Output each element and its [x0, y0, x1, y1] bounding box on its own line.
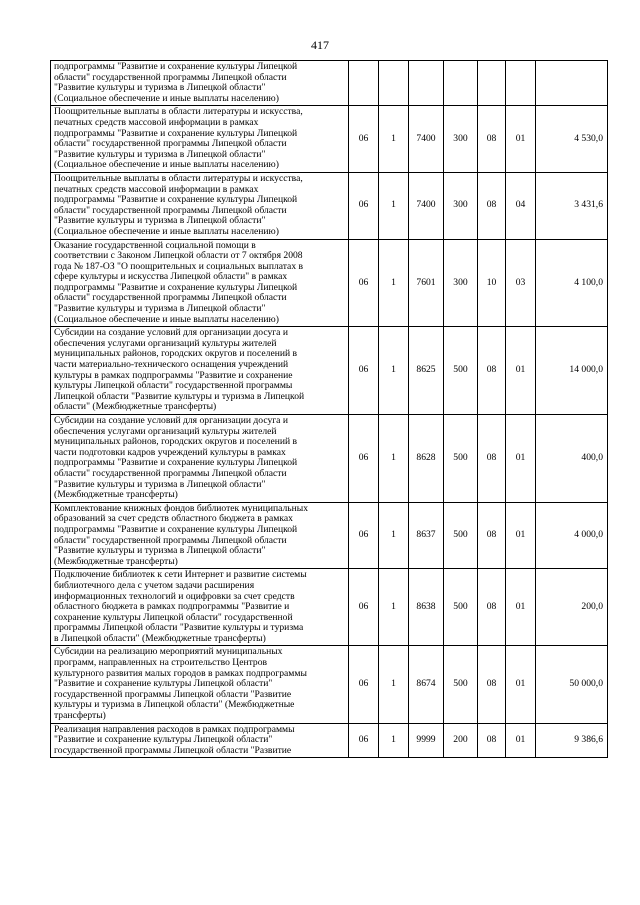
program-code-cell: 06	[349, 569, 379, 646]
table-row	[51, 106, 608, 173]
subprogram-code-cell: 1	[379, 239, 409, 327]
section-cell: 08	[478, 502, 506, 569]
subprogram-code-cell: 1	[379, 723, 409, 758]
table-row	[51, 61, 608, 106]
table-row	[51, 646, 608, 723]
table-row	[51, 327, 608, 415]
description-cell: Субсидии на реализацию мероприятий муниципальных программ, направленных на строительство Центров культурного развития малых городов в рамках подпрограммы "Развитие и сохранение культуры Липецкой области" государственной программы Липецкой области "Развитие культуры и туризма в Липецкой области" (Межбюджетные трансферты)	[51, 646, 349, 723]
program-code-cell: 06	[349, 327, 379, 415]
amount-cell: 9 386,6	[536, 723, 608, 758]
subsection-cell: 01	[506, 327, 536, 415]
table-row	[51, 502, 608, 569]
subsection-cell: 01	[506, 646, 536, 723]
amount-cell: 4 000,0	[536, 502, 608, 569]
subsection-cell: 01	[506, 569, 536, 646]
section-cell	[478, 61, 506, 106]
section-cell: 10	[478, 239, 506, 327]
section-cell: 08	[478, 172, 506, 239]
subprogram-code-cell: 1	[379, 646, 409, 723]
expense-type-cell: 500	[444, 415, 478, 503]
expense-type-cell	[444, 61, 478, 106]
subsection-cell	[506, 61, 536, 106]
amount-cell: 50 000,0	[536, 646, 608, 723]
program-code-cell: 06	[349, 502, 379, 569]
expense-type-cell: 300	[444, 106, 478, 173]
expense-type-cell: 500	[444, 327, 478, 415]
section-cell: 08	[478, 646, 506, 723]
amount-cell: 400,0	[536, 415, 608, 503]
description-cell: Подключение библиотек к сети Интернет и развитие системы библиотечного дела с учетом задачи расширения информационных технологий и оцифровки за счет средств областного бюджета в рамках подпрограммы "Развитие и сохранение культуры Липецкой области" государственной программы Липецкой области "Развитие культуры и туризма в Липецкой области" (Межбюджетные трансферты)	[51, 569, 349, 646]
direction-code-cell: 8628	[409, 415, 444, 503]
expense-type-cell: 200	[444, 723, 478, 758]
budget-table	[50, 60, 608, 758]
program-code-cell: 06	[349, 239, 379, 327]
expense-type-cell: 500	[444, 646, 478, 723]
subsection-cell: 03	[506, 239, 536, 327]
subprogram-code-cell: 1	[379, 569, 409, 646]
direction-code-cell	[409, 61, 444, 106]
subsection-cell: 01	[506, 415, 536, 503]
direction-code-cell: 8637	[409, 502, 444, 569]
direction-code-cell: 7400	[409, 172, 444, 239]
description-cell: подпрограммы "Развитие и сохранение культуры Липецкой области" государственной программы Липецкой области "Развитие культуры и туризма в Липецкой области" (Социальное обеспечение и иные выплаты населению)	[51, 61, 349, 106]
amount-cell: 3 431,6	[536, 172, 608, 239]
subsection-cell: 01	[506, 106, 536, 173]
section-cell: 08	[478, 415, 506, 503]
subsection-cell: 04	[506, 172, 536, 239]
program-code-cell: 06	[349, 106, 379, 173]
amount-cell	[536, 61, 608, 106]
section-cell: 08	[478, 569, 506, 646]
expense-type-cell: 500	[444, 502, 478, 569]
direction-code-cell: 9999	[409, 723, 444, 758]
amount-cell: 14 000,0	[536, 327, 608, 415]
subprogram-code-cell: 1	[379, 502, 409, 569]
page-number: 417	[311, 38, 329, 52]
description-cell: Поощрительные выплаты в области литературы и искусства, печатных средств массовой информации в рамках подпрограммы "Развитие и сохранение культуры Липецкой области" государственной программы Липецкой области "Развитие культуры и туризма в Липецкой области" (Социальное обеспечение и иные выплаты населению)	[51, 106, 349, 173]
table-row	[51, 723, 608, 758]
direction-code-cell: 7601	[409, 239, 444, 327]
subprogram-code-cell: 1	[379, 172, 409, 239]
direction-code-cell: 7400	[409, 106, 444, 173]
program-code-cell: 06	[349, 723, 379, 758]
subprogram-code-cell: 1	[379, 415, 409, 503]
expense-type-cell: 300	[444, 172, 478, 239]
table-body	[51, 61, 608, 758]
subprogram-code-cell	[379, 61, 409, 106]
amount-cell: 200,0	[536, 569, 608, 646]
section-cell: 08	[478, 106, 506, 173]
direction-code-cell: 8638	[409, 569, 444, 646]
program-code-cell: 06	[349, 415, 379, 503]
subsection-cell: 01	[506, 723, 536, 758]
table-row	[51, 239, 608, 327]
table-row	[51, 569, 608, 646]
description-cell: Комплектование книжных фондов библиотек муниципальных образований за счет средств областного бюджета в рамках подпрограммы "Развитие и сохранение культуры Липецкой области" государственной программы Липецкой области "Развитие культуры и туризма в Липецкой области" (Межбюджетные трансферты)	[51, 502, 349, 569]
program-code-cell: 06	[349, 646, 379, 723]
description-cell: Реализация направления расходов в рамках подпрограммы "Развитие и сохранение культуры Липецкой области" государственной программы Липецкой области "Развитие	[51, 723, 349, 758]
section-cell: 08	[478, 327, 506, 415]
subprogram-code-cell: 1	[379, 106, 409, 173]
program-code-cell: 06	[349, 172, 379, 239]
direction-code-cell: 8674	[409, 646, 444, 723]
table-row	[51, 172, 608, 239]
amount-cell: 4 100,0	[536, 239, 608, 327]
program-code-cell	[349, 61, 379, 106]
description-cell: Субсидии на создание условий для организации досуга и обеспечения услугами организаций культуры жителей муниципальных районов, городских округов и поселений в части подготовки кадров учреждений культуры в рамках подпрограммы "Развитие и сохранение культуры Липецкой области" государственной программы Липецкой области "Развитие культуры и туризма в Липецкой области" (Межбюджетные трансферты)	[51, 415, 349, 503]
amount-cell: 4 530,0	[536, 106, 608, 173]
description-cell: Оказание государственной социальной помощи в соответствии с Законом Липецкой области от 7 октября 2008 года № 187-ОЗ "О поощрительных и социальных выплатах в сфере культуры и искусства Липецкой области" в рамках подпрограммы "Развитие и сохранение культуры Липецкой области" государственной программы Липецкой области "Развитие культуры и туризма в Липецкой области" (Социальное обеспечение и иные выплаты населению)	[51, 239, 349, 327]
expense-type-cell: 500	[444, 569, 478, 646]
description-cell: Поощрительные выплаты в области литературы и искусства, печатных средств массовой информации в рамках подпрограммы "Развитие и сохранение культуры Липецкой области" государственной программы Липецкой области "Развитие культуры и туризма в Липецкой области" (Социальное обеспечение и иные выплаты населению)	[51, 172, 349, 239]
subsection-cell: 01	[506, 502, 536, 569]
direction-code-cell: 8625	[409, 327, 444, 415]
expense-type-cell: 300	[444, 239, 478, 327]
table-row	[51, 415, 608, 503]
description-cell: Субсидии на создание условий для организации досуга и обеспечения услугами организаций культуры жителей муниципальных районов, городских округов и поселений в части материально-технического оснащения учреждений культуры в рамках подпрограммы "Развитие и сохранение культуры Липецкой области" государственной программы Липецкой области "Развитие культуры и туризма в Липецкой области" (Межбюджетные трансферты)	[51, 327, 349, 415]
section-cell: 08	[478, 723, 506, 758]
subprogram-code-cell: 1	[379, 327, 409, 415]
